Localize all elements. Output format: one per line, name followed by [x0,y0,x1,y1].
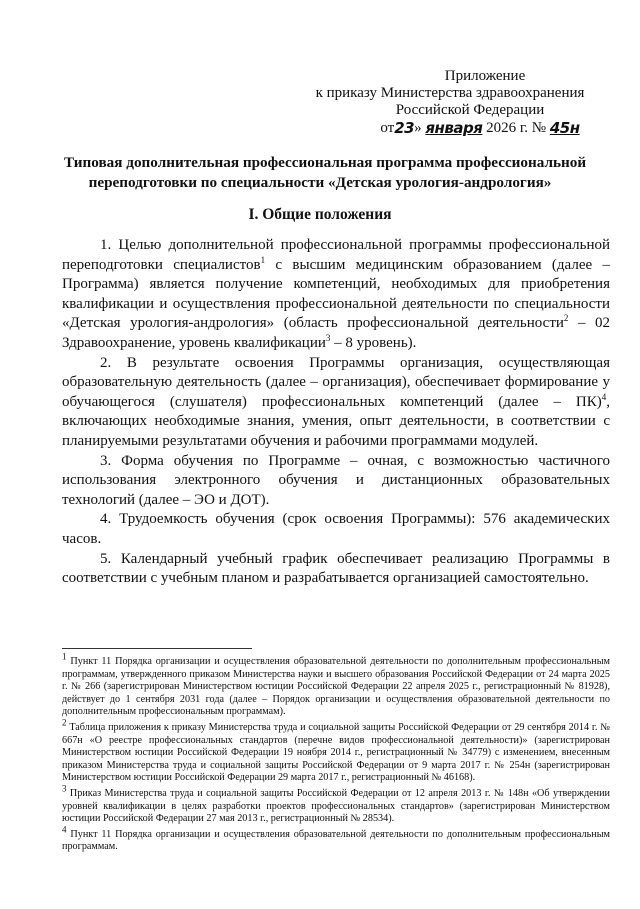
paragraph-2-part-b: , включающих необходимые знания, умения, опыт деятельности, в соответствии с планируемыми результатами обучения и рабочими программами модулей. [62,393,610,449]
approval-order-ref: к приказу Министерства здравоохранения [315,85,585,101]
paragraph-3: 3. Форма обучения по Программе – очная, с возможностью частичного использования электронного обучения и дистанционных образовательных технологий (далее – ЭО и ДОТ). [62,452,610,508]
title-line-1: Типовая дополнительная профессиональная программа профессиональной [64,154,587,171]
paragraph-1 [62,236,610,354]
footnote-ref-4: 4 [601,391,607,402]
footnote-1 [62,651,610,719]
footnote-1-number: 1 [62,651,67,662]
approval-ministry: Российской Федерации [395,102,545,118]
date-quote: » [414,120,422,136]
paragraph-4: 4. Трудоемкость обучения (срок освоения Программы): 576 академических часов. [62,511,610,547]
footnote-2-number: 2 [62,717,67,728]
date-prefix: от [380,120,395,136]
footnote-ref-1: 1 [260,254,266,265]
document-title [64,153,587,193]
document-body [62,236,610,589]
footnote-4-number: 4 [62,824,67,835]
date-day-handwritten: 23 [394,119,415,137]
footnote-4 [62,824,610,854]
paragraph-1-part-c: – 02 Здравоохранение, уровень квалификации [62,315,610,351]
paragraph-5: 5. Календарный учебный график обеспечивает реализацию Программы в соответствии с учебным планом и разрабатывается организацией самостоятельно. [62,550,610,587]
section-heading: I. Общие положения [248,206,392,223]
paragraph-1-part-b: с высшим медицинским образованием (далее – Программа) является получение компетенций, необходимых для приобретения квалификации и осуществления профессиональной деятельности по специальности «Детская урология-андрология» (область профессиональной деятельности [62,256,611,332]
paragraph-1-part-a: 1. Целью дополнительной профессиональной программы профессиональной переподготовки специалистов [62,237,610,273]
order-number-handwritten: 45н [549,119,580,137]
date-month-handwritten: января [425,119,483,137]
footnote-ref-3: 3 [325,332,331,343]
footnote-3-text: Приказ Министерства труда и социальной защиты Российской Федерации от 12 апреля 2013 г. № 148н «Об утверждении уровней квалификации в целях разработки проектов профессиональных стандартов» (зарегистрирован Министерством юстиции Российской Федерации 27 мая 2013 г., регистрационный № 28534). [62,787,610,825]
footnotes [62,651,610,857]
footnote-4-text: Пункт 11 Порядка организации и осуществления образовательной деятельности по дополнительным профессиональным программам. [62,828,610,853]
footnote-2-text: Таблица приложения к приказу Министерства труда и социальной защиты Российской Федерации от 29 сентября 2014 г. № 667н «О реестре профессиональных стандартов (перечне видов профессиональной деятельности)» (зарегистрирован Министерством юстиции Российской Федерации 19 ноября 2014 г., регистрационный № 34779) с изменением, внесенным приказом Министерства труда и социальной защиты Российской Федерации от 9 марта 2017 г. № 254н (зарегистрирован Министерством юстиции Российской Федерации 29 марта 2017 г., регистрационный № 46168). [62,721,610,784]
approval-block [300,68,600,137]
paragraph-2 [62,354,610,452]
approval-date-line [300,119,600,137]
paragraph-2-part-a: 2. В результате освоения Программы организация, осуществляющая образовательную деятельность (далее – организация), обеспечивает формирование у обучающегося (слушателя) профессиональных компетенций (далее – ПК) [62,354,610,410]
footnote-3-number: 3 [62,783,67,794]
paragraph-1-part-d: – 8 уровень). [330,334,417,351]
footnote-2 [62,717,610,785]
footnote-1-text: Пункт 11 Порядка организации и осуществления образовательной деятельности по дополнительным профессиональным программам, утвержденного приказом Министерства науки и высшего образования Российской Федерации от 24 марта 2025 г. № 266 (зарегистрирован Министерством юстиции Российской Федерации 22 апреля 2025 г., регистрационный № 81928), действует до 1 сентября 2031 года (далее – Порядок организации и осуществления образовательной деятельности по дополнительным профессиональным программам). [62,656,610,718]
title-line-2: переподготовки по специальности «Детская урология-андрология» [88,174,552,191]
date-year: 2026 г. № [486,120,547,136]
footnote-divider [62,648,252,649]
footnote-3 [62,783,610,826]
approval-title: Приложение [444,68,526,84]
footnote-ref-2: 2 [563,313,569,324]
